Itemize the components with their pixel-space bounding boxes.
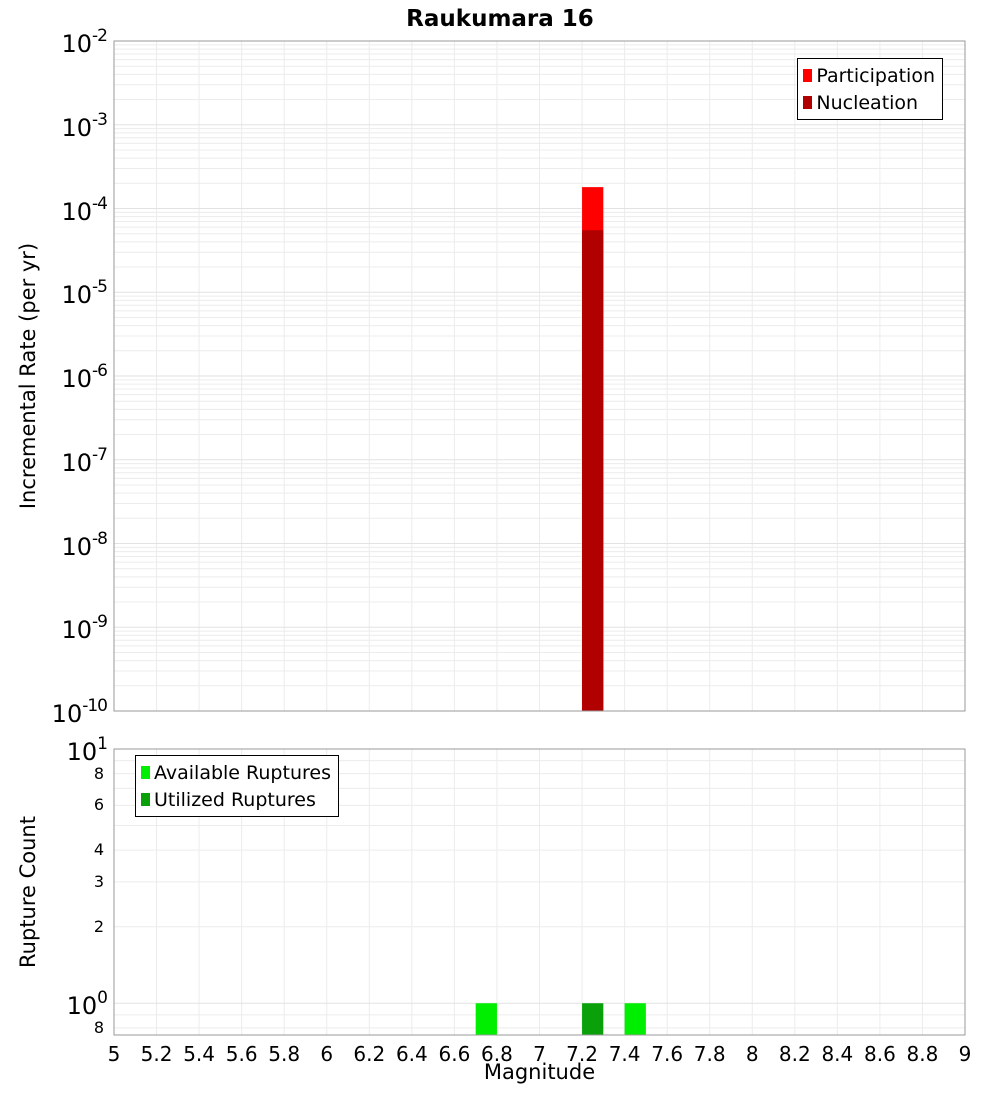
legend-label: Available Ruptures [154,761,331,784]
legend-label: Nucleation [816,91,919,114]
legend-label: Utilized Ruptures [154,788,316,811]
x-tick-label: 6.6 [438,1042,471,1066]
y-minor-tick-label: 4 [93,840,104,860]
y-minor-tick-label: 8 [93,1017,104,1037]
x-tick-label: 5.2 [140,1042,173,1066]
y-tick-label: $10^{-5}$ [61,277,107,310]
x-axis-label: Magnitude [483,1060,596,1084]
y-tick-label: $10^{-4}$ [61,193,107,226]
x-tick-label: 8.2 [778,1042,811,1066]
legend-swatch-icon [141,793,150,806]
gridlines [114,41,965,711]
x-tick-label: 7.8 [693,1042,726,1066]
y-minor-tick-label: 8 [93,763,104,783]
x-tick-label: 7.4 [608,1042,641,1066]
y-tick-label: $10^0$ [66,988,107,1021]
y-tick-label: $10^{-9}$ [61,612,107,645]
y-minor-tick-label: 2 [93,916,104,936]
plot-frame [114,749,965,1035]
legend-swatch-icon [803,96,812,109]
x-tick-label: 8 [745,1042,759,1066]
legend-item [141,786,331,813]
x-tick-label: 6.8 [481,1042,513,1066]
bar-nucleation-7.25 [582,230,603,711]
y-tick-label: $10^1$ [66,734,107,766]
y-tick-label: $10^{-3}$ [61,109,107,142]
y-axis-label-incremental-rate: Incremental Rate (per yr) [16,242,40,510]
y-axis-label-rupture-count: Rupture Count [16,816,40,968]
bar-participation-7.25 [582,187,603,711]
x-tick-label: 6.2 [353,1042,386,1066]
x-tick-label: 5.6 [225,1042,258,1066]
x-tick-label: 6 [320,1042,334,1066]
x-tick-label: 8.6 [863,1042,896,1066]
y-tick-label: $10^{-2}$ [61,26,107,58]
bar-available-ruptures-7.45 [625,1003,646,1035]
bar-utilized-ruptures-7.25 [582,1003,603,1035]
legend-item [803,62,935,89]
y-minor-tick-label: 6 [93,795,104,815]
gridlines [114,749,965,1035]
legend-swatch-icon [803,69,812,82]
x-tick-label: 6.4 [395,1042,428,1066]
legend-rate [797,58,943,120]
y-tick-label: $10^{-7}$ [61,444,107,477]
x-tick-label: 5.8 [268,1042,301,1066]
x-tick-label: 5.4 [183,1042,215,1066]
legend-count [135,755,339,817]
y-tick-label: $10^{-10}$ [51,696,107,728]
legend-item [141,759,331,786]
x-tick-label: 7.2 [566,1042,598,1066]
y-minor-tick-label: 3 [93,871,104,891]
legend-item [803,89,935,116]
page-title: Raukumara 16 [406,6,594,32]
legend-label: Participation [816,64,935,87]
bar-available-ruptures-6.75 [476,1003,497,1035]
plot-frame [114,41,965,711]
x-tick-label: 8.8 [906,1042,939,1066]
x-tick-label: 5 [107,1042,121,1066]
x-tick-label: 7.6 [651,1042,684,1066]
y-tick-label: $10^{-8}$ [61,528,107,561]
legend-swatch-icon [141,766,150,779]
y-tick-label: $10^{-6}$ [61,361,107,393]
x-tick-label: 9 [958,1042,972,1066]
x-tick-label: 8.4 [821,1042,854,1066]
x-tick-label: 7 [533,1042,546,1066]
